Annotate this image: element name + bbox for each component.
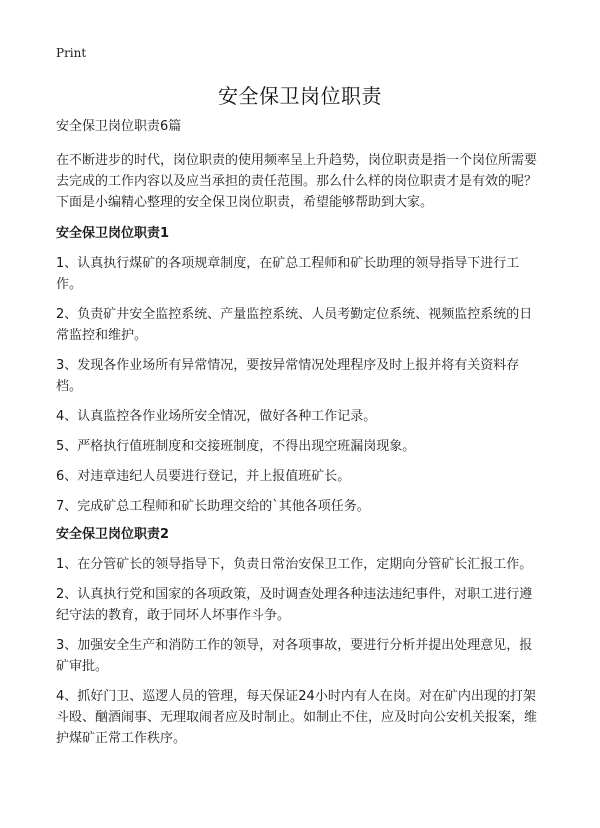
duty-item: 1、在分管矿长的领导指导下，负责日常治安保卫工作，定期向分管矿长汇报工作。 (56, 557, 533, 572)
print-link[interactable]: Print (56, 46, 87, 60)
duty-item: 5、严格执行值班制度和交接班制度，不得出现空班漏岗现象。 (56, 439, 416, 454)
duty-item: 6、对违章违纪人员要进行登记，并上报值班矿长。 (56, 469, 351, 484)
document-body (56, 118, 544, 758)
section-heading: 安全保卫岗位职责1 (56, 226, 170, 241)
duty-item: 4、认真监控各作业场所安全情况，做好各种工作记录。 (56, 409, 377, 424)
document-subtitle: 安全保卫岗位职责6篇 (56, 119, 182, 134)
intro-paragraph: 在不断进步的时代，岗位职责的使用频率呈上升趋势，岗位职责是指一个岗位所需要去完成的工作内容以及应当承担的责任范围。那么什么样的岗位职责才是有效的呢？下面是小编精心整理的安全保卫岗位职责，希望能够帮助到大家。 (56, 153, 538, 210)
page-title: 安全保卫岗位职责 (218, 84, 382, 108)
section-duties-2 (56, 526, 544, 749)
duty-item: 7、完成矿总工程师和矿长助理交给的`其他各项任务。 (56, 499, 370, 514)
section-heading: 安全保卫岗位职责2 (56, 527, 170, 542)
duty-item: 3、加强安全生产和消防工作的领导，对各项事故，要进行分析并提出处理意见，报矿审批。 (56, 638, 533, 674)
duty-item: 2、负责矿井安全监控系统、产量监控系统、人员考勤定位系统、视频监控系统的日常监控和维护。 (56, 307, 533, 343)
duty-item: 3、发现各作业场所有异常情况，要按异常情况处理程序及时上报并将有关资料存档。 (56, 358, 520, 394)
duty-item: 1、认真执行煤矿的各项规章制度，在矿总工程师和矿长助理的领导指导下进行工作。 (56, 256, 520, 292)
duty-item: 4、抓好门卫、巡逻人员的管理，每天保证24小时内有人在岗。对在矿内出现的打架斗殴、酗酒闹事、无理取闹者应及时制止。如制止不住，应及时向公安机关报案，维护煤矿正常工作秩序。 (56, 689, 538, 746)
duty-item: 2、认真执行党和国家的各项政策，及时调查处理各种违法违纪事件，对职工进行遵纪守法的教育，敢于同坏人坏事作斗争。 (56, 587, 533, 623)
section-duties-1 (56, 225, 544, 517)
